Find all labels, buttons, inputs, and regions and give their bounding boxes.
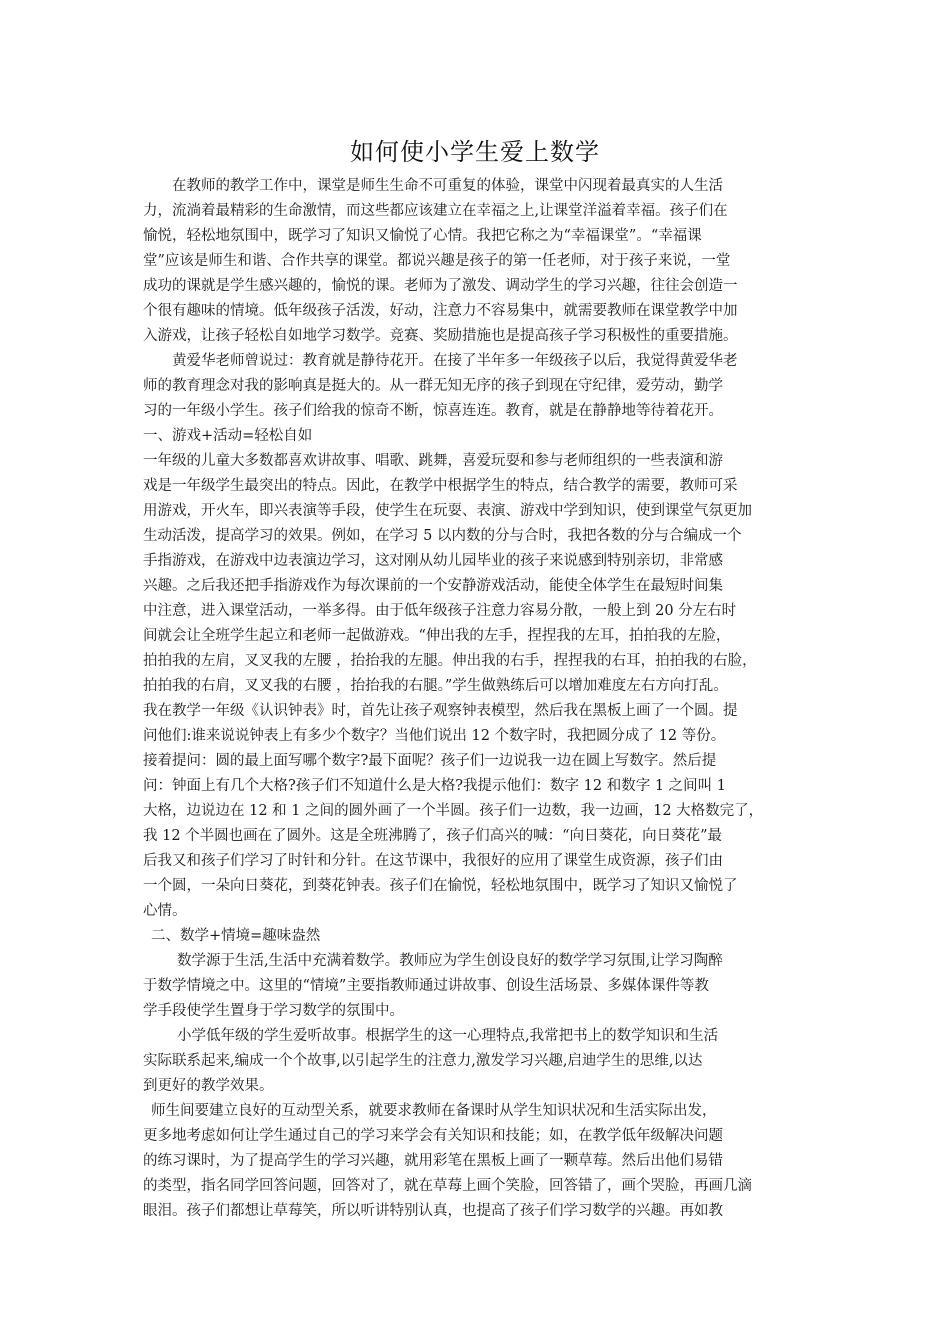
- text-line: 拍拍我的右肩，叉叉我的右腰 ，抬抬我的右腿。”学生做熟练后可以增加难度左右方向打乱。: [143, 678, 728, 694]
- text-line: 生动活泼，提高学习的效果。例如，在学习 5 以内数的分与合时，我把各数的分与合编成一个: [143, 528, 742, 544]
- text-line: 心情。: [143, 903, 187, 919]
- text-line: 问：钟面上有几个大格?孩子们不知道什么是大格?我提示他们：数字 12 和数字 1 之间叫 1: [143, 778, 726, 794]
- text-line: 学手段使学生置身于学习数学的氛围中。: [143, 1003, 404, 1019]
- text-line: 成功的课就是学生感兴趣的，愉悦的课。老师为了激发、调动学生的学习兴趣，往往会创造一: [143, 278, 738, 294]
- text-line: 接着提问：圆的最上面写哪个数字?最下面呢？孩子们一边说我一边在圆上写数字。然后提: [143, 753, 717, 769]
- text-line: 戏是一年级学生最突出的特点。因此，在教学中根据学生的特点，结合教学的需要，教师可采: [143, 478, 738, 494]
- text-line: 我在教学一年级《认识钟表》时，首先让孩子观察钟表模型，然后我在黑板上画了一个圆。提: [143, 703, 738, 719]
- document-body: [143, 174, 819, 1224]
- text-line: 堂”应该是师生和谐、合作共享的课堂。都说兴趣是孩子的第一任老师，对于孩子来说，一堂: [143, 253, 731, 269]
- text-line: 的类型，指名同学回答问题，回答对了，就在草莓上画个笑脸，回答错了，画个哭脸，再画几滴: [143, 1178, 752, 1194]
- text-line: 兴趣。之后我还把手指游戏作为每次课前的一个安静游戏活动，能使全体学生在最短时间集: [143, 578, 723, 594]
- text-line: 入游戏，让孩子轻松自如地学习数学。竞赛、奖励措施也是提高孩子学习积极性的重要措施。: [143, 328, 738, 344]
- text-line: 数学源于生活,生活中充满着数学。教师应为学生创设良好的数学学习氛围,让学习陶醉: [177, 953, 723, 969]
- text-line: 二、数学+情境=趣味盎然: [151, 928, 321, 944]
- text-line: 中注意，进入课堂活动，一举多得。由于低年级孩子注意力容易分散，一般上到 20 分左右时: [143, 603, 737, 619]
- text-line: 于数学情境之中。这里的“情境”主要指教师通过讲故事、创设生活场景、多媒体课件等教: [143, 978, 709, 994]
- text-line: 愉悦，轻松地氛围中，既学习了知识又愉悦了心情。我把它称之为“幸福课堂”。“幸福课: [143, 228, 702, 244]
- text-line: 后我又和孩子们学习了时针和分针。在这节课中，我很好的应用了课堂生成资源，孩子们由: [143, 853, 723, 869]
- text-line: 大格，边说边在 12 和 1 之间的圆外画了一个半圆。孩子们一边数，我一边画，12 大格数完了，: [143, 803, 764, 819]
- text-line: 一个圆，一朵向日葵花，到葵花钟表。孩子们在愉悦，轻松地氛围中，既学习了知识又愉悦了: [143, 878, 738, 894]
- text-line: 到更好的教学效果。: [143, 1078, 274, 1094]
- text-line: 黄爱华老师曾说过：教育就是静待花开。在接了半年多一年级孩子以后，我觉得黄爱华老: [172, 353, 738, 369]
- text-line: 实际联系起来,编成一个个故事,以引起学生的注意力,激发学习兴趣,启迪学生的思维,以达: [143, 1053, 703, 1069]
- text-line: 间就会让全班学生起立和老师一起做游戏。“伸出我的左手，捏捏我的左耳，拍拍我的左脸，: [143, 628, 731, 644]
- text-line: 在教师的教学工作中，课堂是师生生命不可重复的体验，课堂中闪现着最真实的人生活: [172, 178, 723, 194]
- text-line: 手指游戏，在游戏中边表演边学习，这对刚从幼儿园毕业的孩子来说感到特别亲切，非常感: [143, 553, 723, 569]
- text-line: 眼泪。孩子们都想让草莓笑，所以听讲特别认真，也提高了孩子们学习数学的兴趣。再如教: [143, 1203, 723, 1219]
- text-line: 我 12 个半圆也画在了圆外。这是全班沸腾了，孩子们高兴的喊：“向日葵花，向日葵花”最: [143, 828, 722, 844]
- text-line: 一、游戏+活动=轻松自如: [143, 428, 313, 444]
- text-line: 力，流淌着最精彩的生命激情，而这些都应该建立在幸福之上,让课堂洋溢着幸福。孩子们在: [143, 203, 728, 219]
- text-line: 个很有趣味的情境。低年级孩子活泼，好动，注意力不容易集中，就需要教师在课堂教学中加: [143, 303, 738, 319]
- text-line: 拍拍我的左肩，叉叉我的左腰 ，抬抬我的左腿。伸出我的右手，捏捏我的右耳，拍拍我的右脸，: [143, 653, 757, 669]
- text-line: 更多地考虑如何让学生通过自己的学习来学会有关知识和技能；如，在教学低年级解决问题: [143, 1128, 723, 1144]
- text-line: 的练习课时，为了提高学生的学习兴趣，就用彩笔在黑板上画了一颗草莓。然后出他们易错: [143, 1153, 723, 1169]
- text-line: 师生间要建立良好的互动型关系，就要求教师在备课时从学生知识状况和生活实际出发，: [151, 1103, 717, 1119]
- text-line: 问他们:谁来说说钟表上有多少个数字？当他们说出 12 个数字时，我把圆分成了 12 等份。: [143, 728, 726, 744]
- text-line: 一年级的儿童大多数都喜欢讲故事、唱歌、跳舞，喜爱玩耍和参与老师组织的一些表演和游: [143, 453, 723, 469]
- text-line: 习的一年级小学生。孩子们给我的惊奇不断，惊喜连连。教育，就是在静静地等待着花开。: [143, 403, 723, 419]
- text-line: 用游戏，开火车，即兴表演等手段，使学生在玩耍、表演、游戏中学到知识，使到课堂气氛更加: [143, 503, 752, 519]
- document-title: 如何使小学生爱上数学: [350, 138, 600, 166]
- text-line: 小学低年级的学生爱听故事。根据学生的这一心理特点,我常把书上的数学知识和生活: [177, 1028, 719, 1044]
- text-line: 师的教育理念对我的影响真是挺大的。从一群无知无序的孩子到现在守纪律，爱劳动，勤学: [143, 378, 723, 394]
